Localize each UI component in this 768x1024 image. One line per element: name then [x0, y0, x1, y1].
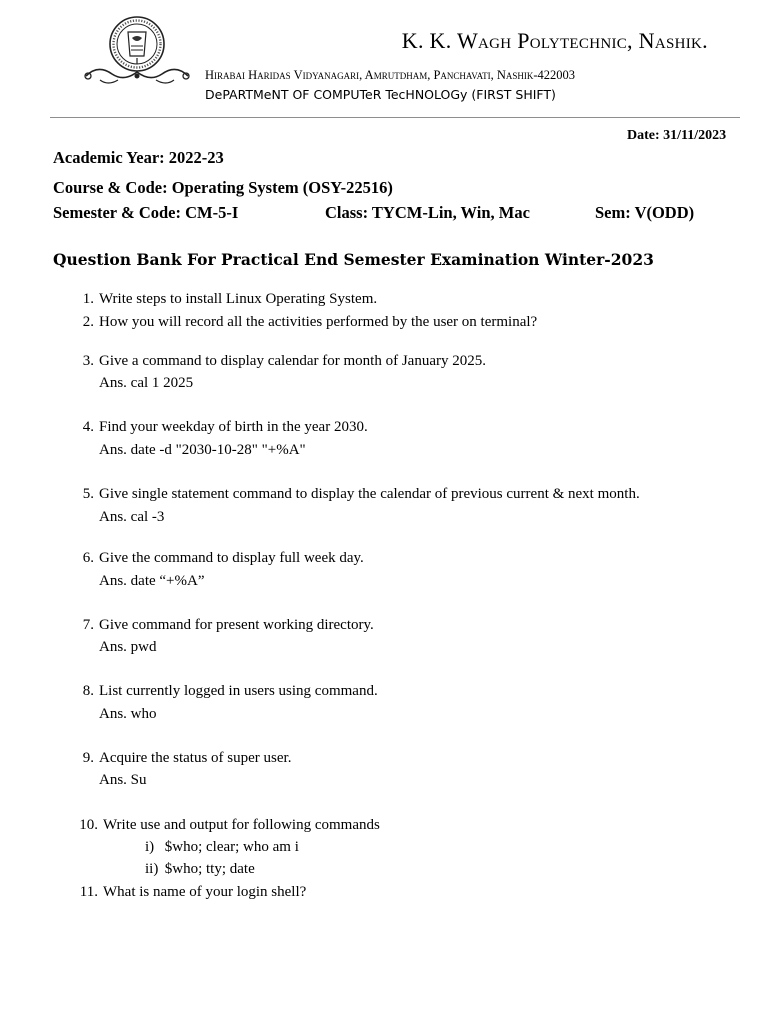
question-item	[82, 750, 292, 767]
answer-text: Ans. cal 1 2025	[99, 375, 194, 391]
sub-question-text: $who; clear; who am i	[164, 839, 299, 855]
question-number: 8.	[82, 683, 94, 699]
question-item	[79, 884, 307, 901]
question-item	[82, 550, 364, 567]
sem-info: Sem: V(ODD)	[595, 203, 695, 222]
header-divider	[50, 117, 740, 118]
institute-seal-emblem-icon	[78, 14, 196, 90]
answer-text: Ans. cal -3	[99, 509, 165, 525]
sub-question-number: ii)	[145, 861, 159, 877]
question-item	[82, 291, 378, 308]
question-number: 9.	[82, 750, 94, 766]
question-item	[82, 314, 538, 331]
question-bank-title: Question Bank For Practical End Semester Examination Winter-2023	[53, 250, 654, 269]
answer-text: Ans. pwd	[99, 639, 157, 655]
institute-name: K. K. Wagh Polytechnic, Nashik.	[401, 28, 708, 53]
academic-year: Academic Year: 2022-23	[53, 148, 224, 167]
question-text: Find your weekday of birth in the year 2030.	[99, 419, 368, 435]
sub-question-text: $who; tty; date	[164, 861, 255, 877]
answer-text: Ans. who	[99, 706, 157, 722]
question-number: 3.	[82, 353, 94, 369]
question-number: 11.	[79, 884, 98, 900]
question-item	[82, 617, 374, 634]
class-info: Class: TYCM-Lin, Win, Mac	[325, 203, 530, 222]
department-name: DePARTMeNT OF COMPUTeR TecHNOLOGy (FIRST SHIFT)	[205, 87, 556, 102]
question-text: What is name of your login shell?	[103, 884, 307, 900]
question-text: Give single statement command to display the calendar of previous current & next month.	[99, 486, 640, 502]
question-number: 5.	[82, 486, 94, 502]
question-item	[82, 419, 368, 436]
question-number: 10.	[79, 817, 98, 833]
question-text: Write steps to install Linux Operating System.	[99, 291, 378, 307]
question-text: List currently logged in users using command.	[99, 683, 378, 699]
question-number: 7.	[82, 617, 94, 633]
question-text: Write use and output for following commands	[103, 817, 380, 833]
document-date: Date: 31/11/2023	[627, 128, 727, 143]
course-code: Course & Code: Operating System (OSY-22516)	[53, 178, 393, 197]
question-item	[82, 353, 486, 370]
question-number: 4.	[82, 419, 94, 435]
institute-address: Hirabai Haridas Vidyanagari, Amrutdham, Panchavati, Nashik-422003	[205, 68, 576, 82]
question-text: Give command for present working directory.	[99, 617, 374, 633]
question-item	[82, 486, 640, 503]
question-text: Give a command to display calendar for month of January 2025.	[99, 353, 486, 369]
question-number: 1.	[82, 291, 94, 307]
question-number: 2.	[82, 314, 94, 330]
answer-text: Ans. date “+%A”	[99, 573, 205, 589]
semester-code: Semester & Code: CM-5-I	[53, 203, 239, 222]
answer-text: Ans. Su	[99, 772, 147, 788]
question-text: Acquire the status of super user.	[99, 750, 292, 766]
question-text: Give the command to display full week day.	[99, 550, 364, 566]
question-number: 6.	[82, 550, 94, 566]
question-text: How you will record all the activities performed by the user on terminal?	[99, 314, 538, 330]
question-item	[79, 817, 380, 834]
sub-question-item	[145, 839, 299, 856]
sub-question-number: i)	[145, 839, 155, 855]
question-item	[82, 683, 378, 700]
sub-question-item	[145, 861, 255, 878]
answer-text: Ans. date -d "2030-10-28" "+%A"	[99, 442, 306, 458]
letterhead	[0, 0, 768, 118]
